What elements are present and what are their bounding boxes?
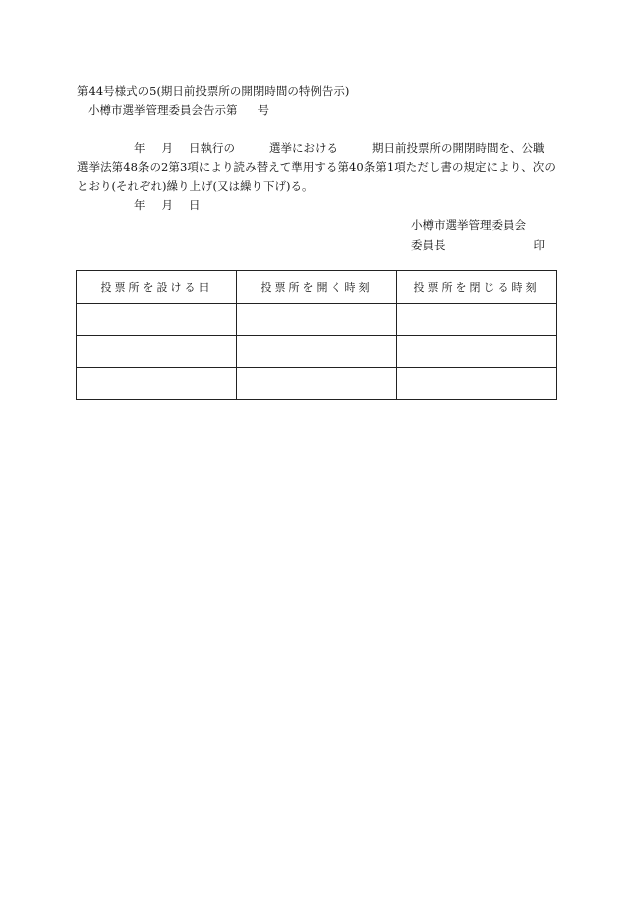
cell-voting-day[interactable] <box>77 336 237 368</box>
cell-closing-time[interactable] <box>397 304 557 336</box>
header-opening-time: 投票所を開く時刻 <box>237 271 397 304</box>
notice-suffix: 号 <box>257 103 269 117</box>
cell-opening-time[interactable] <box>237 336 397 368</box>
notice-date-line <box>77 200 201 212</box>
committee-name: 小樽市選挙管理委員会 <box>411 218 526 232</box>
cell-opening-time[interactable] <box>237 368 397 400</box>
body-text-end: 期日前投票所の開閉時間を、公職 <box>372 141 545 155</box>
body-election-in: 選挙における <box>269 141 338 155</box>
body-year: 年 <box>134 141 146 155</box>
notice-body-line-2: 選挙法第48条の2第3項により読み替えて準用する第40条第1項ただし書の規定により、次の <box>77 160 556 174</box>
date-day: 日 <box>189 198 201 212</box>
header-closing-time: 投票所を閉じる時刻 <box>397 271 557 304</box>
date-month: 月 <box>161 198 173 212</box>
notice-prefix: 小樽市選挙管理委員会告示第 <box>88 103 238 117</box>
notice-body-line-1 <box>77 143 545 155</box>
notice-body-line-3: とおり(それぞれ)繰り上げ(又は繰り下げ)る。 <box>77 179 314 193</box>
voting-hours-table <box>76 270 557 400</box>
cell-voting-day[interactable] <box>77 368 237 400</box>
table-row <box>77 336 557 368</box>
body-month: 月 <box>161 141 173 155</box>
form-title: 第44号様式の5(期日前投票所の開閉時間の特例告示) <box>77 84 350 98</box>
table-row <box>77 304 557 336</box>
header-voting-day: 投票所を設ける日 <box>77 271 237 304</box>
body-day-held: 日執行の <box>189 141 235 155</box>
notice-number-line <box>88 105 269 117</box>
chair-signature-line <box>411 240 545 252</box>
cell-closing-time[interactable] <box>397 368 557 400</box>
table-header-row <box>77 271 557 304</box>
table-row <box>77 368 557 400</box>
seal-mark: 印 <box>533 238 545 252</box>
date-year: 年 <box>134 198 146 212</box>
cell-opening-time[interactable] <box>237 304 397 336</box>
cell-closing-time[interactable] <box>397 336 557 368</box>
chair-title: 委員長 <box>411 238 446 252</box>
cell-voting-day[interactable] <box>77 304 237 336</box>
